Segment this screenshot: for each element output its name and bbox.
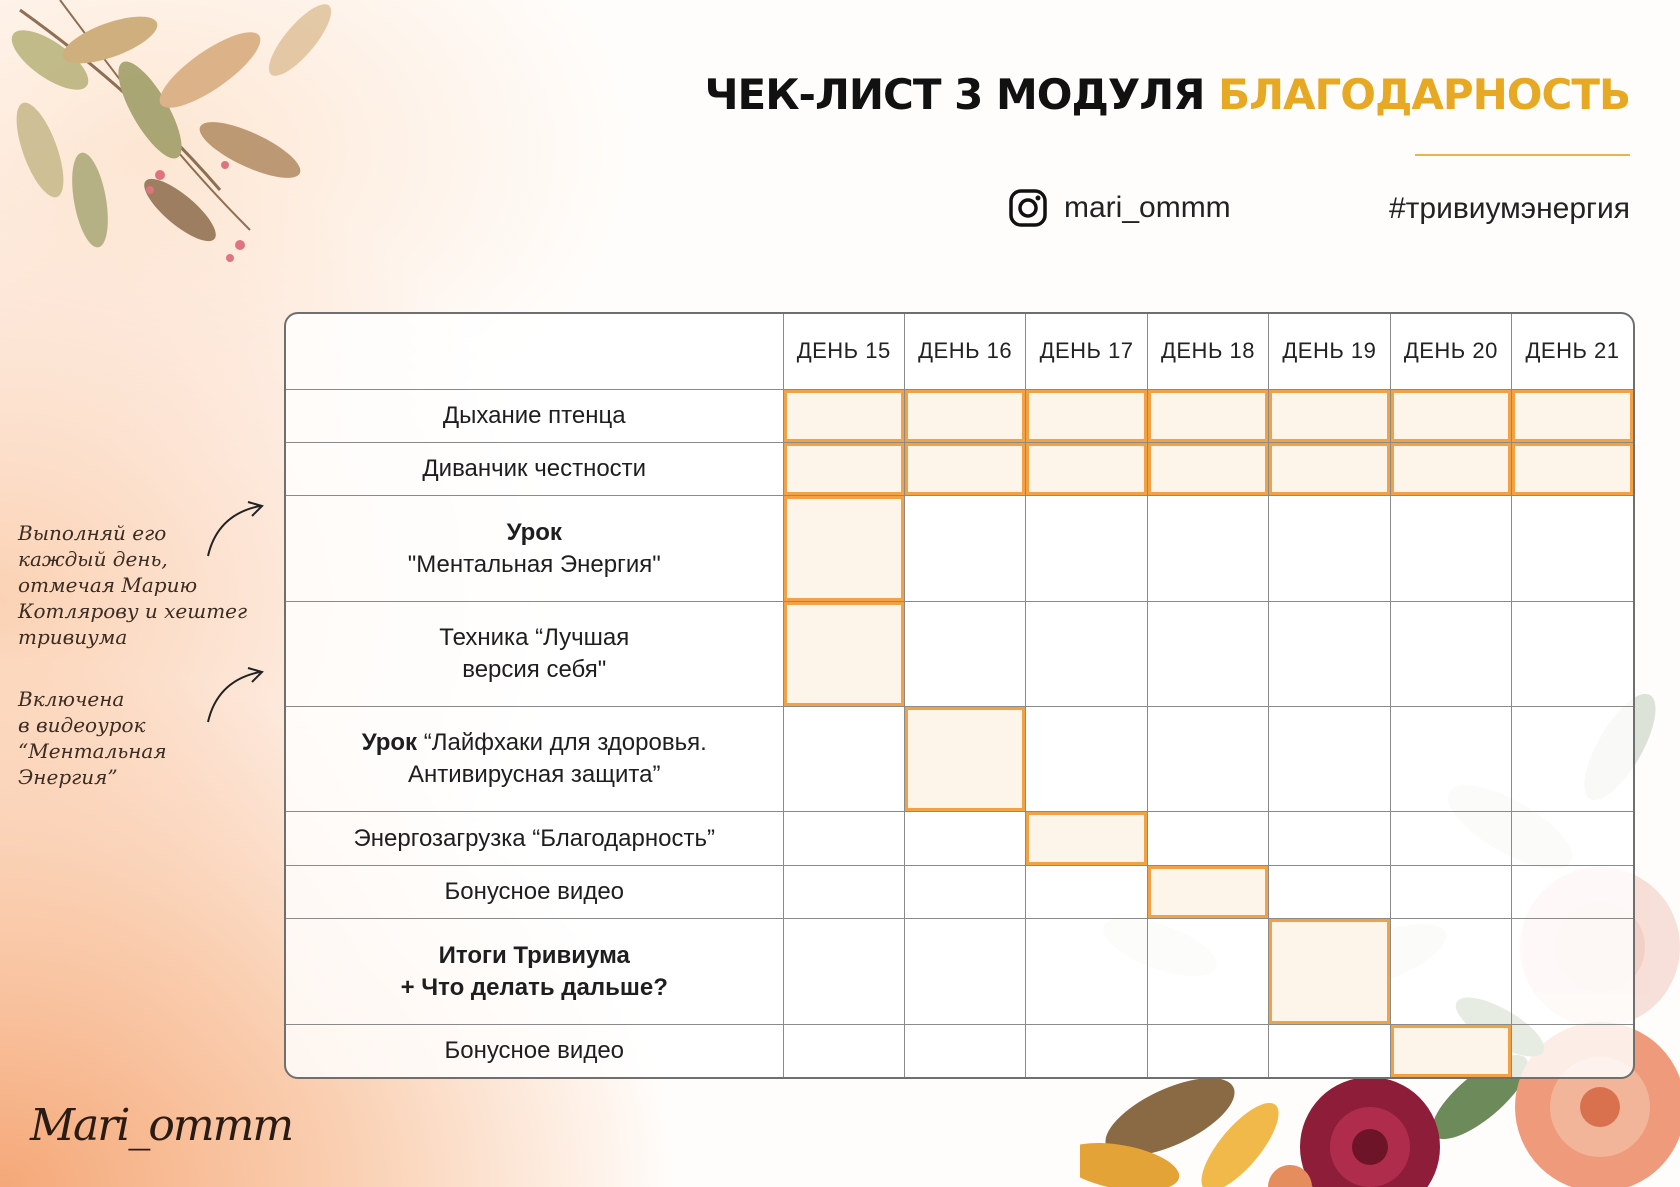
check-cell[interactable] (1026, 1024, 1147, 1077)
check-cell[interactable] (783, 812, 904, 865)
check-cell[interactable] (904, 389, 1025, 442)
check-cell[interactable] (1512, 389, 1633, 442)
title-main: ЧЕК-ЛИСТ 3 МОДУЛЯ (704, 70, 1205, 119)
task-label-text: “Лайфхаки для здоровья. Антивирусная защита” (408, 729, 707, 789)
check-cell[interactable] (1147, 707, 1268, 812)
day-header: ДЕНЬ 17 (1026, 314, 1147, 389)
check-cell[interactable] (1026, 601, 1147, 706)
check-cell[interactable] (904, 1024, 1025, 1077)
check-cell[interactable] (1512, 812, 1633, 865)
leaves-decoration-top-left (0, 0, 360, 290)
day-header: ДЕНЬ 20 (1390, 314, 1511, 389)
check-cell[interactable] (1512, 1024, 1633, 1077)
check-cell[interactable] (1026, 442, 1147, 495)
check-cell[interactable] (1390, 812, 1511, 865)
table-row (286, 389, 1633, 442)
task-label (286, 601, 783, 706)
task-label-text: Энергозагрузка “Благодарность” (353, 824, 715, 852)
check-cell[interactable] (1147, 1024, 1268, 1077)
check-cell[interactable] (1390, 389, 1511, 442)
check-cell[interactable] (1390, 919, 1511, 1024)
check-cell[interactable] (1390, 601, 1511, 706)
check-cell[interactable] (904, 601, 1025, 706)
check-cell[interactable] (1390, 496, 1511, 601)
day-header: ДЕНЬ 18 (1147, 314, 1268, 389)
task-label (286, 389, 783, 442)
table-row (286, 707, 1633, 812)
day-header: ДЕНЬ 16 (904, 314, 1025, 389)
title-underline (1415, 154, 1630, 156)
task-label (286, 919, 783, 1024)
check-cell[interactable] (904, 812, 1025, 865)
task-label (286, 865, 783, 918)
task-label-bold: Итоги Тривиума + Что делать дальше? (400, 941, 668, 1001)
check-cell[interactable] (1026, 389, 1147, 442)
check-cell[interactable] (783, 919, 904, 1024)
check-cell[interactable] (1269, 601, 1390, 706)
task-label-text: Диванчик честности (422, 455, 647, 483)
check-cell[interactable] (1512, 496, 1633, 601)
check-cell[interactable] (783, 707, 904, 812)
check-cell[interactable] (1147, 601, 1268, 706)
check-cell[interactable] (783, 442, 904, 495)
check-cell[interactable] (783, 601, 904, 706)
task-label-text: "Ментальная Энергия" (407, 550, 661, 578)
check-cell[interactable] (1147, 442, 1268, 495)
task-label (286, 812, 783, 865)
task-label-bold: Урок (506, 518, 562, 546)
note-included: Включена в видеоурок “Ментальная Энергия” (18, 687, 167, 789)
check-cell[interactable] (904, 865, 1025, 918)
task-label (286, 496, 783, 601)
note-daily: Выполняй его каждый день, отмечая Марию Котлярову и хештег тривиума (18, 521, 248, 649)
check-cell[interactable] (1026, 812, 1147, 865)
arrow-icon (200, 500, 270, 560)
check-cell[interactable] (1269, 919, 1390, 1024)
check-cell[interactable] (1269, 1024, 1390, 1077)
check-cell[interactable] (1512, 919, 1633, 1024)
check-cell[interactable] (1390, 1024, 1511, 1077)
corner-cell (286, 314, 783, 389)
check-cell[interactable] (1269, 865, 1390, 918)
task-label-text: Техника “Лучшая версия себя" (439, 623, 630, 683)
check-cell[interactable] (1512, 865, 1633, 918)
check-cell[interactable] (904, 442, 1025, 495)
task-label (286, 442, 783, 495)
arrow-icon (200, 666, 270, 726)
handle-text: mari_ommm (1064, 191, 1231, 224)
check-cell[interactable] (1512, 707, 1633, 812)
check-cell[interactable] (1269, 389, 1390, 442)
task-label (286, 707, 783, 812)
check-cell[interactable] (1147, 389, 1268, 442)
title-accent: БЛАГОДАРНОСТЬ (1218, 70, 1630, 119)
check-cell[interactable] (904, 919, 1025, 1024)
task-label (286, 1024, 783, 1077)
check-cell[interactable] (783, 389, 904, 442)
check-cell[interactable] (1147, 919, 1268, 1024)
check-cell[interactable] (783, 865, 904, 918)
header-row (286, 314, 1633, 389)
check-cell[interactable] (904, 496, 1025, 601)
check-cell[interactable] (1269, 707, 1390, 812)
check-cell[interactable] (1269, 812, 1390, 865)
check-cell[interactable] (1512, 601, 1633, 706)
check-cell[interactable] (1026, 919, 1147, 1024)
table-row (286, 496, 1633, 601)
task-label-text: Дыхание птенца (442, 401, 626, 429)
task-label-text: Бонусное видео (444, 1036, 625, 1064)
check-cell[interactable] (783, 496, 904, 601)
day-header: ДЕНЬ 21 (1512, 314, 1633, 389)
day-header: ДЕНЬ 15 (783, 314, 904, 389)
check-cell[interactable] (1026, 865, 1147, 918)
check-cell[interactable] (1026, 496, 1147, 601)
signature: Mari_ommm (30, 1100, 293, 1151)
instagram-handle[interactable] (1008, 188, 1231, 228)
table-row (286, 812, 1633, 865)
hashtag: #тривиумэнергия (1388, 192, 1630, 225)
check-cell[interactable] (1390, 707, 1511, 812)
task-label-bold: Урок (361, 729, 418, 757)
check-cell[interactable] (1026, 707, 1147, 812)
instagram-icon (1008, 188, 1048, 228)
check-cell[interactable] (1390, 442, 1511, 495)
day-header: ДЕНЬ 19 (1269, 314, 1390, 389)
check-cell[interactable] (1269, 496, 1390, 601)
check-cell[interactable] (1147, 812, 1268, 865)
check-cell[interactable] (1390, 865, 1511, 918)
check-cell[interactable] (1512, 442, 1633, 495)
check-cell[interactable] (904, 707, 1025, 812)
table-row (286, 919, 1633, 1024)
checklist-table (284, 312, 1635, 1079)
table-row (286, 442, 1633, 495)
check-cell[interactable] (783, 1024, 904, 1077)
task-label-text: Бонусное видео (444, 878, 625, 906)
check-cell[interactable] (1147, 865, 1268, 918)
table-row (286, 1024, 1633, 1077)
check-cell[interactable] (1147, 496, 1268, 601)
check-cell[interactable] (1269, 442, 1390, 495)
page-title (705, 70, 1630, 119)
table-row (286, 601, 1633, 706)
table-row (286, 865, 1633, 918)
